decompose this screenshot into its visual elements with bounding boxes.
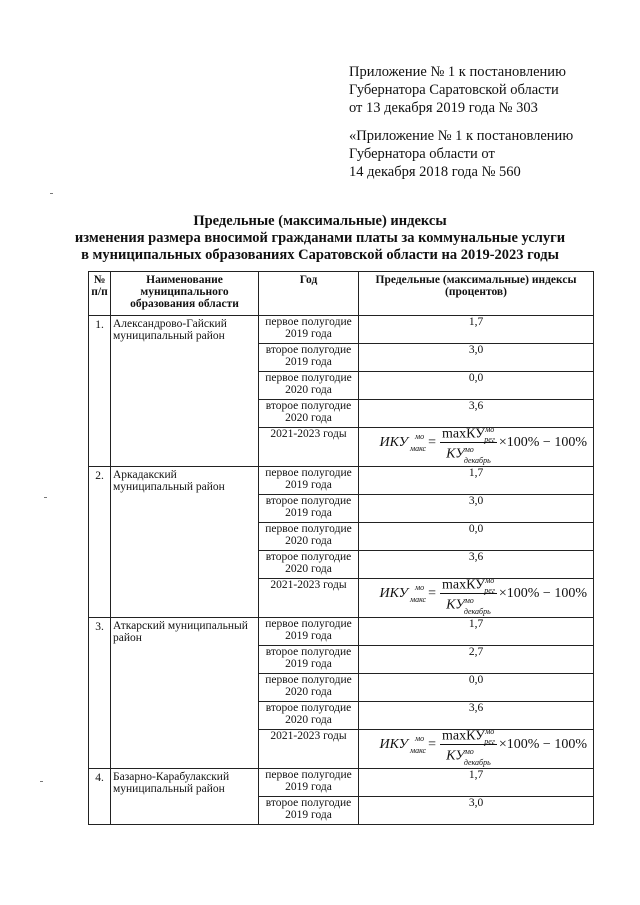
formula-lhs-sub: макс (410, 443, 427, 453)
index-value: 1,7 (359, 618, 594, 646)
title-line: изменения размера вносимой гражданами платы за коммунальные услуги (74, 230, 566, 246)
formula-denominator (446, 443, 491, 465)
appendix-line: Губернатора Саратовской области (349, 82, 559, 98)
period-cell: первое полугодие 2019 года (259, 618, 359, 646)
period-cell: первое полугодие 2020 года (259, 372, 359, 400)
formula-equals: = (428, 736, 437, 752)
appendix-line: Приложение № 1 к постановлению (349, 64, 566, 80)
period-cell: второе полугодие 2019 года (259, 646, 359, 674)
index-value: 3,6 (359, 551, 594, 579)
formula-num-sup: мо (485, 424, 495, 434)
formula-tail: ×100% − 100% (498, 736, 587, 752)
index-table (88, 271, 594, 825)
formula-num-text: maxКУ (442, 426, 486, 442)
appendix-current-reference (349, 63, 634, 117)
formula-num-sup: мо (485, 575, 495, 585)
formula-den-sub: декабрь (463, 758, 491, 767)
formula-den-sup: мо (464, 596, 474, 606)
formula-den-sub: декабрь (463, 607, 491, 616)
table-row (89, 769, 594, 797)
index-value: 3,6 (359, 702, 594, 730)
formula-den-text: КУ (446, 447, 465, 462)
period-cell: второе полугодие 2020 года (259, 702, 359, 730)
formula-equals: = (428, 585, 437, 601)
row-number: 2. (89, 467, 111, 618)
period-cell: 2021-2023 годы (259, 579, 359, 618)
index-value: 0,0 (359, 674, 594, 702)
header-name: Наименование муниципального образования области (111, 272, 259, 316)
formula (379, 424, 587, 465)
period-cell: второе полугодие 2019 года (259, 344, 359, 372)
period-cell: первое полугодие 2019 года (259, 769, 359, 797)
appendix-line: от 13 декабря 2019 года № 303 (349, 100, 538, 116)
period-cell: 2021-2023 годы (259, 730, 359, 769)
index-value: 1,7 (359, 467, 594, 495)
period-cell: второе полугодие 2019 года (259, 495, 359, 523)
formula-fraction (440, 575, 497, 616)
period-cell: второе полугодие 2020 года (259, 400, 359, 428)
formula-den-text: КУ (446, 598, 465, 613)
index-formula-cell (359, 575, 594, 618)
index-formula-cell (359, 726, 594, 769)
municipality-name: Базарно-Карабулакский муниципальный район (111, 769, 259, 825)
appendix-line: Губернатора области от (349, 146, 495, 162)
formula-lhs-sup: мо (415, 431, 425, 441)
formula-lhs-text: ИКУ (379, 434, 409, 450)
formula-num-sub: рег (484, 586, 495, 596)
index-value: 3,0 (359, 495, 594, 523)
formula-tail: ×100% − 100% (498, 434, 587, 450)
formula-lhs-text: ИКУ (379, 585, 409, 601)
formula-numerator (440, 575, 497, 595)
formula-numerator (440, 424, 497, 444)
title-line: Предельные (максимальные) индексы (193, 213, 447, 229)
formula-den-sup: мо (464, 747, 474, 757)
formula-numerator (440, 726, 497, 746)
appendix-line: «Приложение № 1 к постановлению (349, 128, 574, 144)
header-index: Предельные (максимальные) индексы (процентов) (359, 272, 594, 316)
header-year: Год (259, 272, 359, 316)
formula-equals: = (428, 434, 437, 450)
period-cell: второе полугодие 2019 года (259, 797, 359, 825)
period-cell: первое полугодие 2019 года (259, 316, 359, 344)
table-row (89, 618, 594, 646)
period-cell: первое полугодие 2019 года (259, 467, 359, 495)
index-value: 3,0 (359, 797, 594, 825)
period-cell: второе полугодие 2020 года (259, 551, 359, 579)
formula-num-text: maxКУ (442, 728, 486, 744)
row-number: 1. (89, 316, 111, 467)
formula (379, 726, 587, 767)
formula-den-sup: мо (464, 445, 474, 455)
formula-lhs (379, 733, 427, 755)
formula-lhs-sub: макс (410, 594, 427, 604)
formula-den-sub: декабрь (463, 456, 491, 465)
header-num: № п/п (89, 272, 111, 316)
formula-lhs (379, 431, 427, 453)
period-cell: первое полугодие 2020 года (259, 523, 359, 551)
index-value: 2,7 (359, 646, 594, 674)
row-number: 4. (89, 769, 111, 825)
document-title (0, 213, 640, 264)
index-value: 3,6 (359, 400, 594, 428)
formula-tail: ×100% − 100% (498, 585, 587, 601)
index-value: 0,0 (359, 523, 594, 551)
period-cell: 2021-2023 годы (259, 428, 359, 467)
appendix-line: 14 декабря 2018 года № 560 (349, 164, 521, 180)
title-line: в муниципальных образованиях Саратовской области на 2019-2023 годы (81, 247, 559, 263)
formula-num-sub: рег (484, 435, 495, 445)
table-row (89, 316, 594, 344)
formula-num-text: maxКУ (442, 577, 486, 593)
appendix-original-reference (349, 127, 634, 181)
table-body (89, 316, 594, 825)
formula-denominator (446, 745, 491, 767)
formula-lhs-sup: мо (415, 582, 425, 592)
formula-fraction (440, 726, 497, 767)
formula-fraction (440, 424, 497, 465)
scan-mark (44, 497, 47, 498)
formula-lhs-text: ИКУ (379, 736, 409, 752)
formula-lhs-sup: мо (415, 733, 425, 743)
index-formula-cell (359, 424, 594, 467)
index-value: 0,0 (359, 372, 594, 400)
table-header-row (89, 272, 594, 316)
table-row (89, 467, 594, 495)
formula-lhs (379, 582, 427, 604)
municipality-name: Аркадакский муниципальный район (111, 467, 259, 618)
formula-num-sub: рег (484, 737, 495, 747)
scan-mark (50, 193, 53, 194)
formula (379, 575, 587, 616)
period-cell: первое полугодие 2020 года (259, 674, 359, 702)
scan-mark (40, 781, 43, 782)
index-value: 1,7 (359, 769, 594, 797)
formula-lhs-sub: макс (410, 745, 427, 755)
municipality-name: Александрово-Гайский муниципальный район (111, 316, 259, 467)
formula-den-text: КУ (446, 749, 465, 764)
row-number: 3. (89, 618, 111, 769)
index-value: 3,0 (359, 344, 594, 372)
index-value: 1,7 (359, 316, 594, 344)
formula-num-sup: мо (485, 726, 495, 736)
formula-denominator (446, 594, 491, 616)
municipality-name: Аткарский муниципальный район (111, 618, 259, 769)
